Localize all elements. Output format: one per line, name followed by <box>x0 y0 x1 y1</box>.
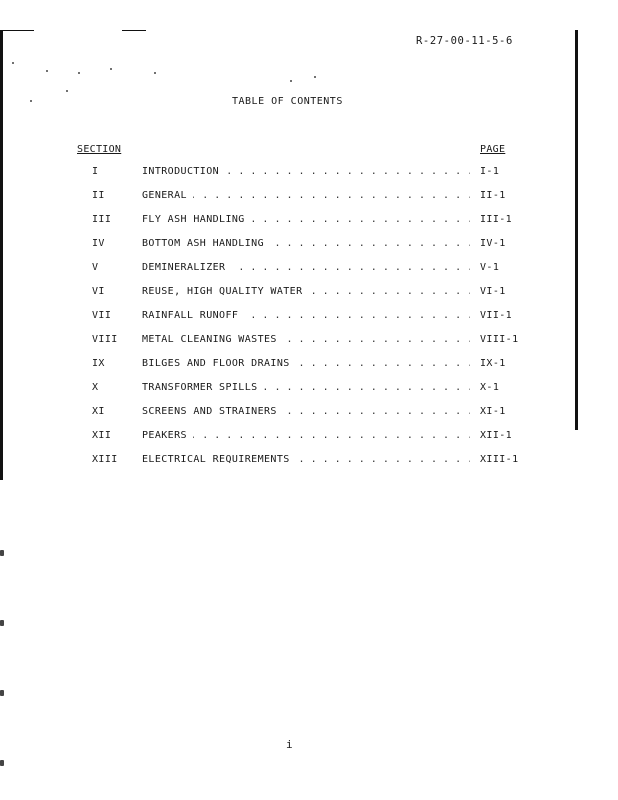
toc-title: TABLE OF CONTENTS <box>232 96 343 107</box>
section-number: IX <box>92 358 105 369</box>
section-number: VI <box>92 286 105 297</box>
section-title: INTRODUCTION <box>142 166 225 177</box>
page-column-header: PAGE <box>480 144 506 155</box>
toc-entry <box>0 430 618 454</box>
section-number: III <box>92 214 112 225</box>
section-number: X <box>92 382 99 393</box>
toc-entry <box>0 334 618 358</box>
section-title: TRANSFORMER SPILLS <box>142 382 264 393</box>
section-title: REUSE, HIGH QUALITY WATER <box>142 286 309 297</box>
page-reference: VIII-1 <box>480 334 519 345</box>
page-reference: X-1 <box>480 382 500 393</box>
scan-speck <box>78 72 80 74</box>
section-title: BILGES AND FLOOR DRAINS <box>142 358 296 369</box>
section-number: XI <box>92 406 105 417</box>
page-number: i <box>286 738 293 751</box>
document-number: R-27-00-11-5-6 <box>416 35 513 47</box>
section-number: I <box>92 166 99 177</box>
section-number: XIII <box>92 454 118 465</box>
scan-speck <box>46 70 48 72</box>
toc-entry <box>0 286 618 310</box>
scan-speck <box>154 72 156 74</box>
section-title: ELECTRICAL REQUIREMENTS <box>142 454 296 465</box>
section-number: VIII <box>92 334 118 345</box>
page-reference: V-1 <box>480 262 500 273</box>
scan-speck <box>110 68 112 70</box>
page-reference: VII-1 <box>480 310 513 321</box>
section-title: FLY ASH HANDLING <box>142 214 251 225</box>
scan-speck <box>0 620 4 626</box>
scan-speck <box>0 690 4 696</box>
toc-entry <box>0 262 618 286</box>
toc-entry <box>0 382 618 406</box>
section-title: METAL CLEANING WASTES <box>142 334 283 345</box>
page-reference: XI-1 <box>480 406 506 417</box>
toc-entry <box>0 406 618 430</box>
section-column-header: SECTION <box>77 144 122 155</box>
toc-entry <box>0 310 618 334</box>
page-reference: I-1 <box>480 166 500 177</box>
scan-speck <box>0 550 4 556</box>
scan-speck <box>290 80 292 82</box>
scan-border-top-left <box>2 30 34 31</box>
section-title: RAINFALL RUNOFF <box>142 310 244 321</box>
section-number: IV <box>92 238 105 249</box>
toc-entry <box>0 214 618 238</box>
scan-speck <box>0 760 4 766</box>
section-title: SCREENS AND STRAINERS <box>142 406 283 417</box>
section-number: II <box>92 190 105 201</box>
scan-speck <box>12 62 14 64</box>
section-number: V <box>92 262 99 273</box>
page-reference: IX-1 <box>480 358 506 369</box>
toc-entry <box>0 358 618 382</box>
section-title: DEMINERALIZER <box>142 262 231 273</box>
page-reference: IV-1 <box>480 238 506 249</box>
scan-speck <box>30 100 32 102</box>
section-number: XII <box>92 430 112 441</box>
scan-speck <box>314 76 316 78</box>
page-reference: II-1 <box>480 190 506 201</box>
section-title: GENERAL <box>142 190 193 201</box>
page-reference: XII-1 <box>480 430 513 441</box>
toc-list <box>0 166 618 478</box>
section-title: PEAKERS <box>142 430 193 441</box>
toc-entry <box>0 238 618 262</box>
toc-entry <box>0 166 618 190</box>
scan-speck <box>66 90 68 92</box>
page-reference: VI-1 <box>480 286 506 297</box>
page-reference: XIII-1 <box>480 454 519 465</box>
toc-entry <box>0 190 618 214</box>
toc-entry <box>0 454 618 478</box>
page-reference: III-1 <box>480 214 513 225</box>
section-title: BOTTOM ASH HANDLING <box>142 238 270 249</box>
scan-border-top-mid <box>122 30 146 31</box>
section-number: VII <box>92 310 112 321</box>
